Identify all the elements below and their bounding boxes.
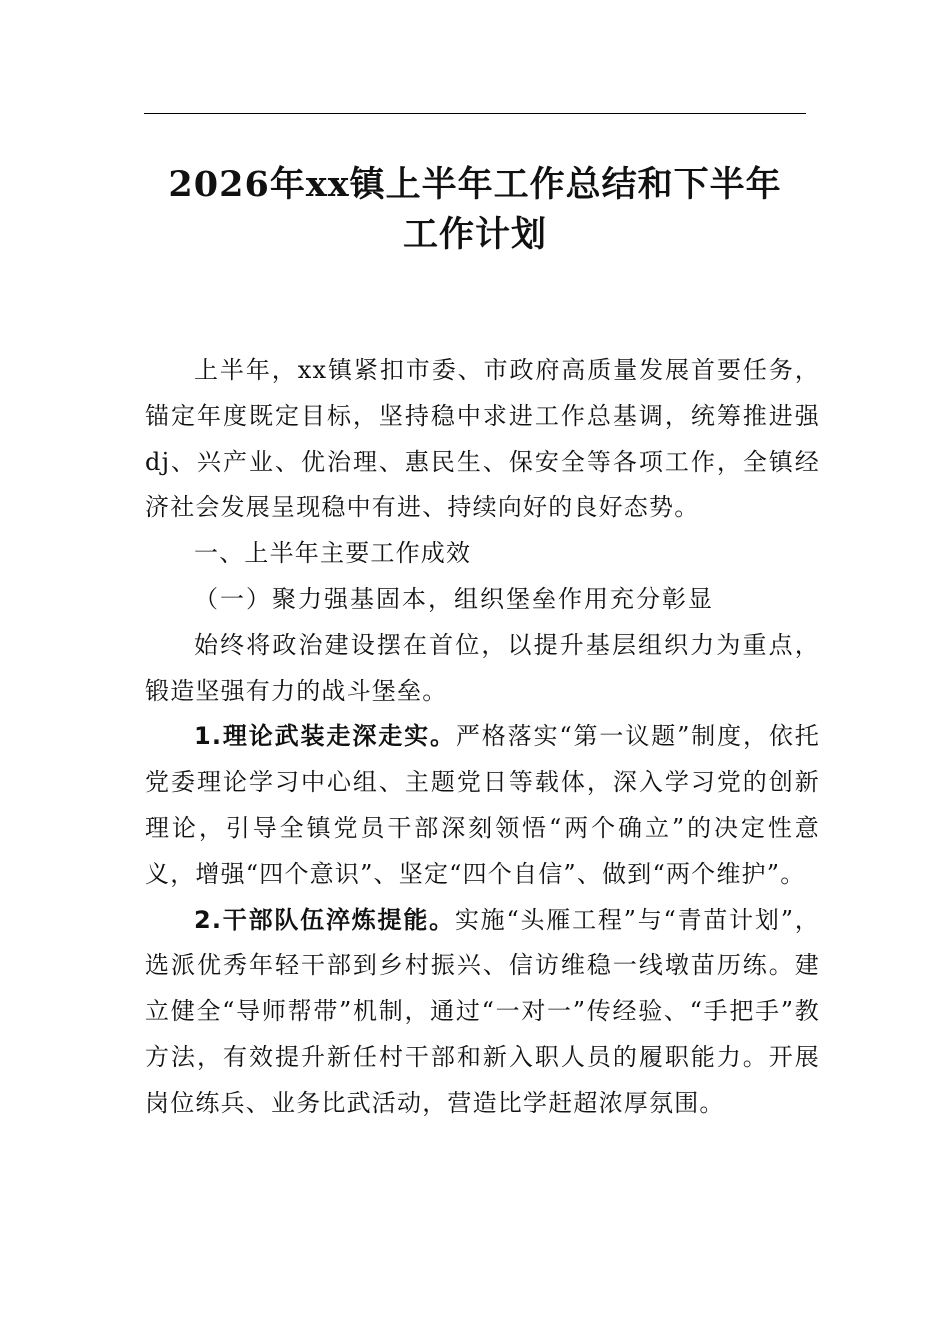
section-heading-1: 一、上半年主要工作成效 (194, 539, 472, 568)
item-1-text: 严格落实“第一议题”制度，依托党委理论学习中心组、主题党日等载体，深入学习党的创新理论，引导全镇党员干部深刻领悟“两个确立”的决定性意义，增强“四个意识”、坚定“四个自信”、做到“两个维护”。 (145, 722, 820, 888)
item-2-text: 实施“头雁工程”与“青苗计划”，选派优秀年轻干部到乡村振兴、信访维稳一线墩苗历练。建立健全“导师帮带”机制，通过“一对一”传经验、“手把手”教方法，有效提升新任村干部和新入职人员的履职能力。开展岗位练兵、业务比武活动，营造比学赶超浓厚氛围。 (145, 905, 820, 1117)
item-2-lead: 2.干部队伍淬炼提能。 (194, 905, 455, 934)
item-1-lead: 1.理论武装走深走实。 (194, 722, 456, 751)
title-line-2: 工作计划 (402, 214, 547, 255)
subsection-intro-paragraph: 始终将政治建设摆在首位，以提升基层组织力为重点，锻造坚强有力的战斗堡垒。 (145, 630, 820, 705)
document-title (100, 160, 850, 260)
document-body (145, 348, 820, 1127)
subsection-heading-1: （一）聚力强基固本，组织堡垒作用充分彰显 (194, 584, 714, 613)
header-rule (144, 113, 806, 114)
title-line-1: 2026年xx镇上半年工作总结和下半年 (168, 164, 782, 205)
item-2-paragraph (145, 898, 820, 1127)
intro-paragraph: 上半年，xx镇紧扣市委、市政府高质量发展首要任务，锚定年度既定目标，坚持稳中求进工作总基调，统筹推进强dj、兴产业、优治理、惠民生、保安全等各项工作，全镇经济社会发展呈现稳中有进、持续向好的良好态势。 (145, 356, 820, 522)
item-1-paragraph (145, 714, 820, 897)
